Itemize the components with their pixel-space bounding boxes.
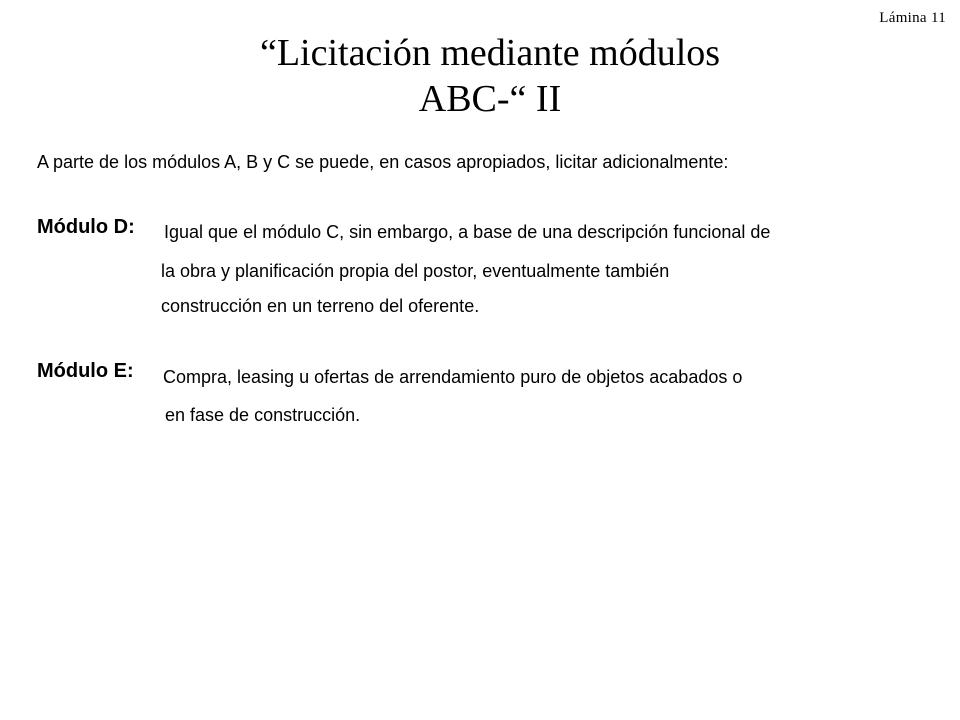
page-title — [0, 30, 960, 122]
module-e-line-1: Compra, leasing u ofertas de arrendamiento puro de objetos acabados o — [163, 367, 743, 387]
slide-number: Lámina 11 — [879, 10, 946, 26]
module-d-line-3: construcción en un terreno del oferente. — [161, 296, 480, 316]
title-line-2: ABC-“ II — [418, 78, 562, 120]
title-line-1: “Licitación mediante módulos — [259, 32, 721, 74]
module-d-line-1: Igual que el módulo C, sin embargo, a base de una descripción funcional de — [164, 222, 771, 242]
module-d-label: Módulo D: — [37, 216, 135, 238]
module-e-label: Módulo E: — [37, 360, 134, 382]
module-e-line-2: en fase de construcción. — [165, 405, 361, 425]
module-d-line-2: la obra y planificación propia del postor, eventualmente también — [161, 261, 670, 281]
intro-paragraph: A parte de los módulos A, B y C se puede, en casos apropiados, licitar adicionalmente: — [37, 152, 729, 172]
